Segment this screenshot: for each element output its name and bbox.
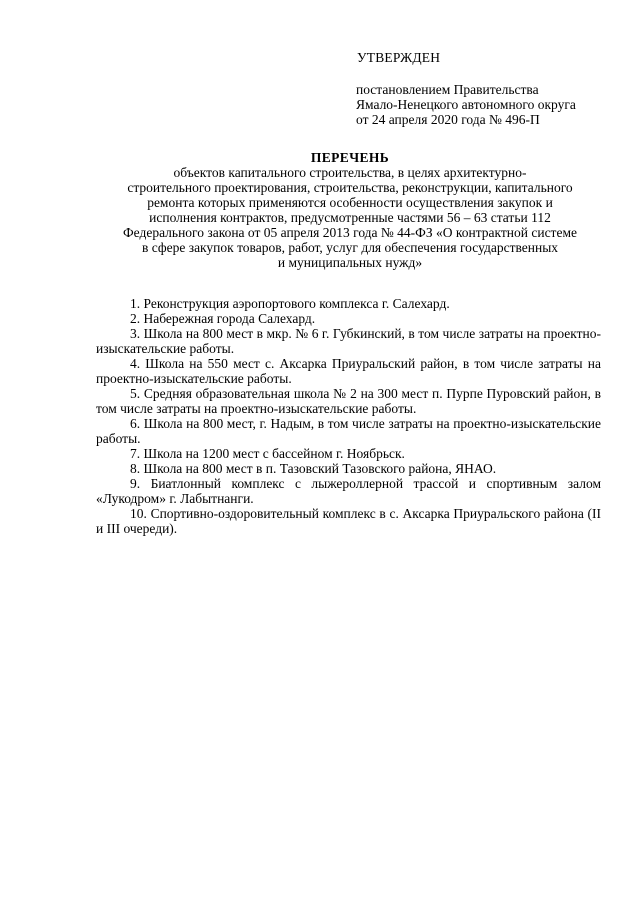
title-line: и муниципальных нужд» [277, 255, 423, 270]
list-item [96, 386, 601, 416]
title-heading: ПЕРЕЧЕНЬ [310, 150, 390, 165]
item-text: Реконструкция аэропортового комплекса г. Салехард. [143, 296, 450, 311]
title-line: объектов капитального строительства, в целях архитектурно- [173, 165, 527, 180]
title-line: исполнения контрактов, предусмотренные частями 56 – 63 статьи 112 [149, 210, 551, 225]
approval-stamp: УТВЕРЖДЕН [357, 50, 441, 65]
item-text: Школа на 800 мест, г. Надым, в том числе затраты на проектно-изыскательские работы. [96, 416, 602, 446]
list-item [96, 506, 601, 536]
item-number: 6. [130, 416, 141, 431]
item-text: Школа на 550 мест с. Аксарка Приуральский район, в том числе затраты на проектно-изыскательские работы. [96, 356, 601, 386]
list-item [96, 311, 601, 326]
approval-line: постановлением Правительства [356, 82, 539, 97]
list-item [96, 416, 601, 446]
item-number: 9. [130, 476, 141, 491]
document-title [90, 150, 610, 270]
list-item [96, 356, 601, 386]
item-text: Биатлонный комплекс с лыжероллерной трассой и спортивным залом «Лукодром» г. Лабытнанги. [96, 476, 601, 506]
item-number: 1. [130, 296, 141, 311]
title-line: ремонта которых применяются особенности осуществления закупок и [147, 195, 553, 210]
list-item [96, 446, 601, 461]
list-item [96, 326, 601, 356]
object-list [96, 296, 601, 536]
item-text: Школа на 800 мест в мкр. № 6 г. Губкинский, в том числе затраты на проектно-изыскательские работы. [96, 326, 602, 356]
title-line: Федерального закона от 05 апреля 2013 года № 44-ФЗ «О контрактной системе [122, 225, 577, 240]
item-text: Школа на 800 мест в п. Тазовский Тазовского района, ЯНАО. [143, 461, 497, 476]
item-number: 7. [130, 446, 141, 461]
item-number: 8. [130, 461, 141, 476]
item-text: Школа на 1200 мест с бассейном г. Ноябрьск. [143, 446, 405, 461]
item-number: 2. [130, 311, 141, 326]
list-item [96, 476, 601, 506]
item-number: 10. [130, 506, 147, 521]
list-item [96, 461, 601, 476]
item-number: 5. [130, 386, 141, 401]
title-line: в сфере закупок товаров, работ, услуг для обеспечения государственных [141, 240, 559, 255]
item-number: 4. [130, 356, 141, 371]
approval-line: Ямало-Ненецкого автономного округа [356, 97, 576, 112]
item-text: Спортивно-оздоровительный комплекс в с. Аксарка Приуральского района (II и III очереди). [96, 506, 601, 536]
item-text: Средняя образовательная школа № 2 на 300 мест п. Пурпе Пуровский район, в том числе затраты на проектно-изыскательские работы. [96, 386, 601, 416]
item-text: Набережная города Салехард. [143, 311, 316, 326]
approval-line: от 24 апреля 2020 года № 496-П [356, 112, 540, 127]
title-line: строительного проектирования, строительства, реконструкции, капитального [127, 180, 573, 195]
approval-block [356, 50, 616, 127]
item-number: 3. [130, 326, 141, 341]
list-item [96, 296, 601, 311]
